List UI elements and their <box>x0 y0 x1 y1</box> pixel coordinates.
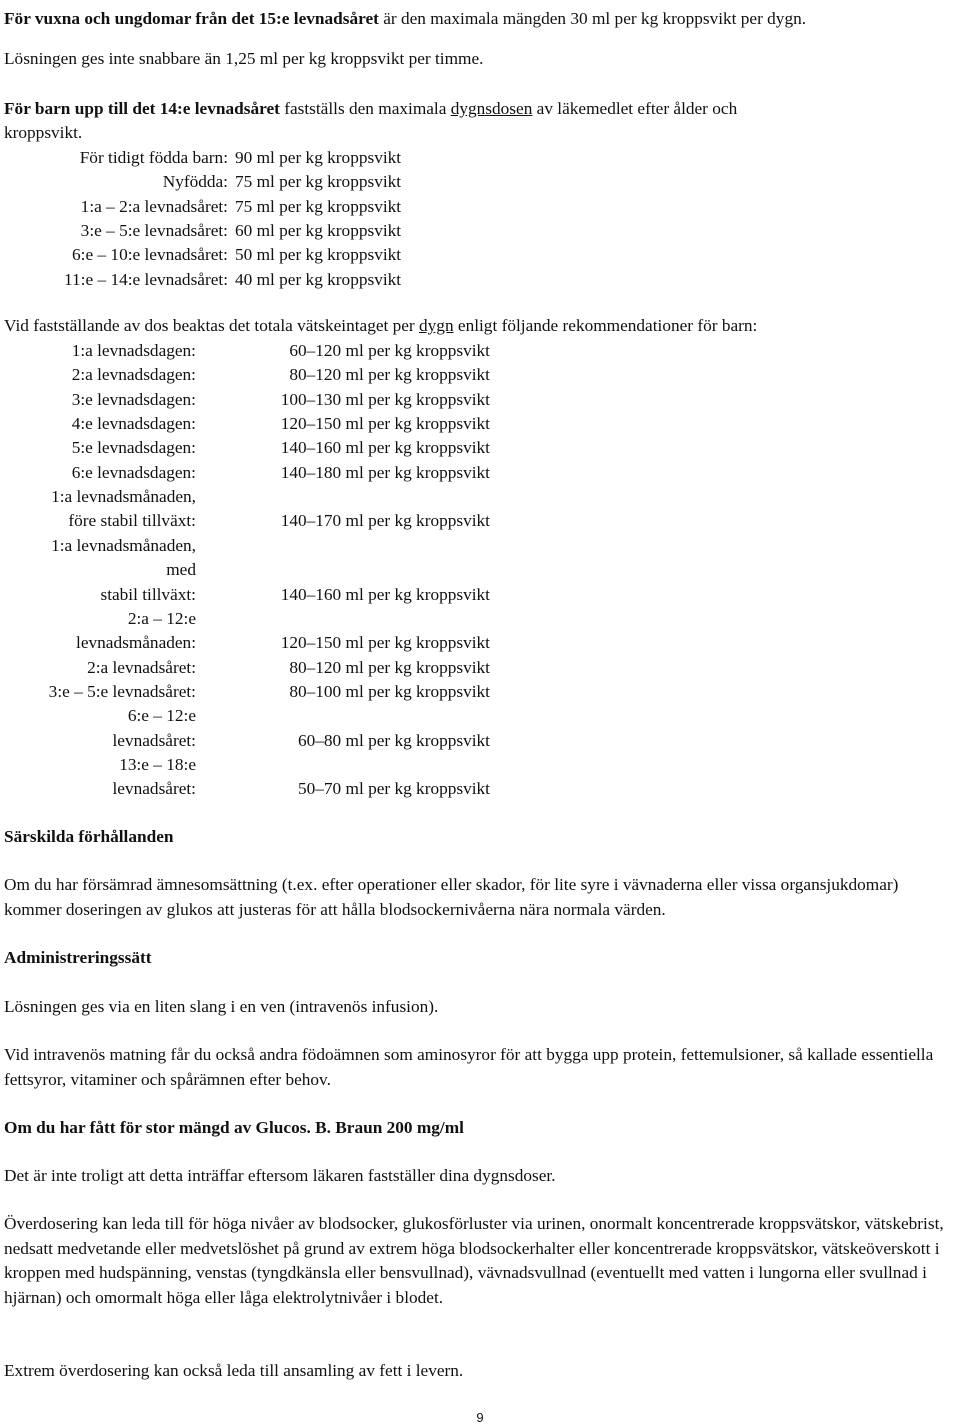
row-label-cell <box>4 363 196 388</box>
row-value-cell <box>238 656 498 681</box>
special-heading <box>4 825 174 850</box>
row-label: levnadsåret: <box>112 779 196 799</box>
row-value: 80–120 ml per kg kroppsvikt <box>289 657 490 677</box>
children-dose-bold: För barn upp till det 14:e levnadsåret <box>4 99 280 118</box>
row-value: 140–160 ml per kg kroppsvikt <box>280 438 490 458</box>
row-value-cell <box>238 363 498 388</box>
row-value: 80–100 ml per kg kroppsvikt <box>289 681 490 701</box>
overdose-heading <box>4 1116 464 1141</box>
row-label: 6:e – 10:e levnadsåret: <box>72 245 228 265</box>
row-label: med <box>166 560 196 580</box>
row-label-cell <box>4 436 196 461</box>
row-label: 13:e – 18:e <box>119 754 196 774</box>
overdose-heading-text: Om du har fått för stor mängd av Glucos. B. Braun 200 mg/ml <box>4 1118 464 1137</box>
row-value-cell <box>238 485 498 510</box>
dygn-link: dygn <box>419 316 454 335</box>
children-dose-text-a: fastställs den maximala <box>279 99 451 118</box>
row-value-cell <box>238 704 498 729</box>
children-dose-text-b: av läkemedlet efter ålder och <box>532 99 738 118</box>
row-label-cell <box>4 243 228 268</box>
row-label-cell <box>4 485 196 510</box>
row-label: 1:a levnadsdagen: <box>71 341 196 360</box>
row-label: 3:e – 5:e levnadsåret: <box>80 221 228 241</box>
row-value-cell <box>235 219 535 244</box>
children-dose-line-end: kroppsvikt. <box>4 123 83 142</box>
row-label: 4:e levnadsdagen: <box>71 414 196 434</box>
overdose-paragraph-1: Det är inte troligt att detta inträffar eftersom läkaren fastställer dina dygnsdoser. <box>4 1166 556 1185</box>
row-value-cell <box>238 680 498 705</box>
row-label-cell <box>4 268 228 293</box>
row-label: 1:a levnadsmånaden, <box>51 535 196 555</box>
row-value: 75 ml per kg kroppsvikt <box>235 172 402 192</box>
row-label: 2:a levnadsdagen: <box>71 365 196 385</box>
row-label: 11:e – 14:e levnadsåret: <box>64 269 228 289</box>
row-label-cell <box>4 753 196 778</box>
row-value-cell <box>238 412 498 437</box>
row-label-cell <box>4 558 196 583</box>
row-label: Nyfödda: <box>162 172 228 192</box>
overdose-paragraph-2: Överdosering kan leda till för höga nivåer av blodsocker, glukosförluster via urinen, onormalt koncentrerade kroppsvätskor, vätskebrist, nedsatt medvetande eller medvetslöshet på grund av extrem höga blodsockerhalter eller koncentrerade kroppsvätskor, vätskeöverskott i kroppen med hudspänning, venstas (tyngdkänsla eller bensvullnad), vävnadsvullnad (eventuellt med vatten i lungorna eller svullnad i hjärnan) och omormalt höga eller låga elektrolytnivåer i blodet. <box>4 1214 944 1307</box>
row-value-cell <box>235 195 535 220</box>
row-value-cell <box>238 558 498 583</box>
admin-heading <box>4 946 152 971</box>
row-label: 1:a levnadsmånaden, <box>51 487 196 507</box>
row-label-cell <box>4 388 196 413</box>
row-value-cell <box>238 777 498 802</box>
row-label: För tidigt födda barn: <box>79 148 228 167</box>
row-label-cell <box>4 339 196 364</box>
page-number: 9 <box>476 1410 484 1425</box>
row-label-cell <box>4 777 196 802</box>
row-label-cell <box>4 631 196 656</box>
row-value-cell <box>238 607 498 632</box>
row-label-cell <box>4 680 196 705</box>
adult-dose-bold: För vuxna och ungdomar från det 15:e levnadsåret <box>4 9 379 28</box>
row-value-cell <box>238 729 498 754</box>
row-label-cell <box>4 729 196 754</box>
row-value: 75 ml per kg kroppsvikt <box>235 196 402 216</box>
row-label-cell <box>4 170 228 195</box>
row-value: 50–70 ml per kg kroppsvikt <box>297 779 490 799</box>
row-value-cell <box>235 268 535 293</box>
row-label: 3:e – 5:e levnadsåret: <box>48 681 196 701</box>
fluid-intake-intro <box>4 314 757 339</box>
row-label-cell <box>4 583 196 608</box>
admin-paragraph-2: Vid intravenös matning får du också andra födoämnen som aminosyror för att bygga upp protein, fettemulsioner, så kallade essentiella fettsyror, vitaminer och spårämnen efter behov. <box>4 1045 934 1089</box>
overdose-paragraph-3: Extrem överdosering kan också leda till ansamling av fett i levern. <box>4 1361 464 1380</box>
row-label-cell <box>4 219 228 244</box>
admin-heading-text: Administreringssätt <box>4 948 152 967</box>
row-value-cell <box>238 388 498 413</box>
row-label-cell <box>4 461 196 486</box>
adult-dose-line <box>4 7 806 32</box>
infusion-rate-line: Lösningen ges inte snabbare än 1,25 ml per kg kroppsvikt per timme. <box>4 49 484 68</box>
row-value-cell <box>238 436 498 461</box>
row-label-cell <box>4 509 196 534</box>
row-value: 60–120 ml per kg kroppsvikt <box>289 341 490 360</box>
special-text: Om du har försämrad ämnesomsättning (t.ex. efter operationer eller skador, för lite syre i vävnaderna eller vissa organsjukdomar) kommer doseringen av glukos att justeras för att hålla blodsockernivåerna nära normala värden. <box>4 875 899 919</box>
row-label: levnadsåret: <box>112 730 196 750</box>
row-value-cell <box>235 170 535 195</box>
row-value: 90 ml per kg kroppsvikt <box>235 148 402 167</box>
children-dose-line <box>4 97 737 122</box>
row-value: 120–150 ml per kg kroppsvikt <box>280 414 490 434</box>
row-value: 60 ml per kg kroppsvikt <box>235 221 402 241</box>
row-value: 60–80 ml per kg kroppsvikt <box>297 730 490 750</box>
row-value-cell <box>238 534 498 559</box>
row-value: 100–130 ml per kg kroppsvikt <box>280 389 490 409</box>
row-label-cell <box>4 656 196 681</box>
row-label: 3:e levnadsdagen: <box>71 389 196 409</box>
row-label-cell <box>4 146 228 171</box>
dygnsdosen-link: dygnsdosen <box>450 99 533 118</box>
row-value-cell <box>238 339 498 364</box>
row-label-cell <box>4 704 196 729</box>
row-label-cell <box>4 412 196 437</box>
row-value: 140–180 ml per kg kroppsvikt <box>280 462 490 482</box>
row-label: stabil tillväxt: <box>100 584 196 604</box>
fluid-intro-a: Vid fastställande av dos beaktas det totala vätskeintaget per <box>4 316 420 335</box>
row-value-cell <box>238 461 498 486</box>
row-label: 5:e levnadsdagen: <box>71 438 196 458</box>
row-value-cell <box>238 631 498 656</box>
row-value: 50 ml per kg kroppsvikt <box>235 245 402 265</box>
row-value-cell <box>235 146 535 171</box>
row-value-cell <box>238 583 498 608</box>
row-label: 6:e – 12:e <box>127 706 196 726</box>
row-label: före stabil tillväxt: <box>68 511 196 531</box>
row-value: 140–170 ml per kg kroppsvikt <box>280 511 490 531</box>
row-value: 80–120 ml per kg kroppsvikt <box>289 365 490 385</box>
row-value: 40 ml per kg kroppsvikt <box>235 269 402 289</box>
row-label: levnadsmånaden: <box>76 633 196 653</box>
adult-dose-rest: är den maximala mängden 30 ml per kg kroppsvikt per dygn. <box>378 9 807 28</box>
row-value-cell <box>238 509 498 534</box>
row-label-cell <box>4 534 196 559</box>
admin-paragraph-1: Lösningen ges via en liten slang i en ven (intravenös infusion). <box>4 997 439 1016</box>
row-label-cell <box>4 195 228 220</box>
row-label: 6:e levnadsdagen: <box>71 462 196 482</box>
row-label: 1:a – 2:a levnadsåret: <box>80 196 228 216</box>
row-label: 2:a levnadsåret: <box>87 657 196 677</box>
row-value: 120–150 ml per kg kroppsvikt <box>280 633 490 653</box>
row-value: 140–160 ml per kg kroppsvikt <box>280 584 490 604</box>
fluid-intro-b: enligt följande rekommendationer för barn: <box>453 316 758 335</box>
row-label-cell <box>4 607 196 632</box>
row-label: 2:a – 12:e <box>127 608 196 628</box>
row-value-cell <box>238 753 498 778</box>
row-value-cell <box>235 243 535 268</box>
special-heading-text: Särskilda förhållanden <box>4 827 174 846</box>
